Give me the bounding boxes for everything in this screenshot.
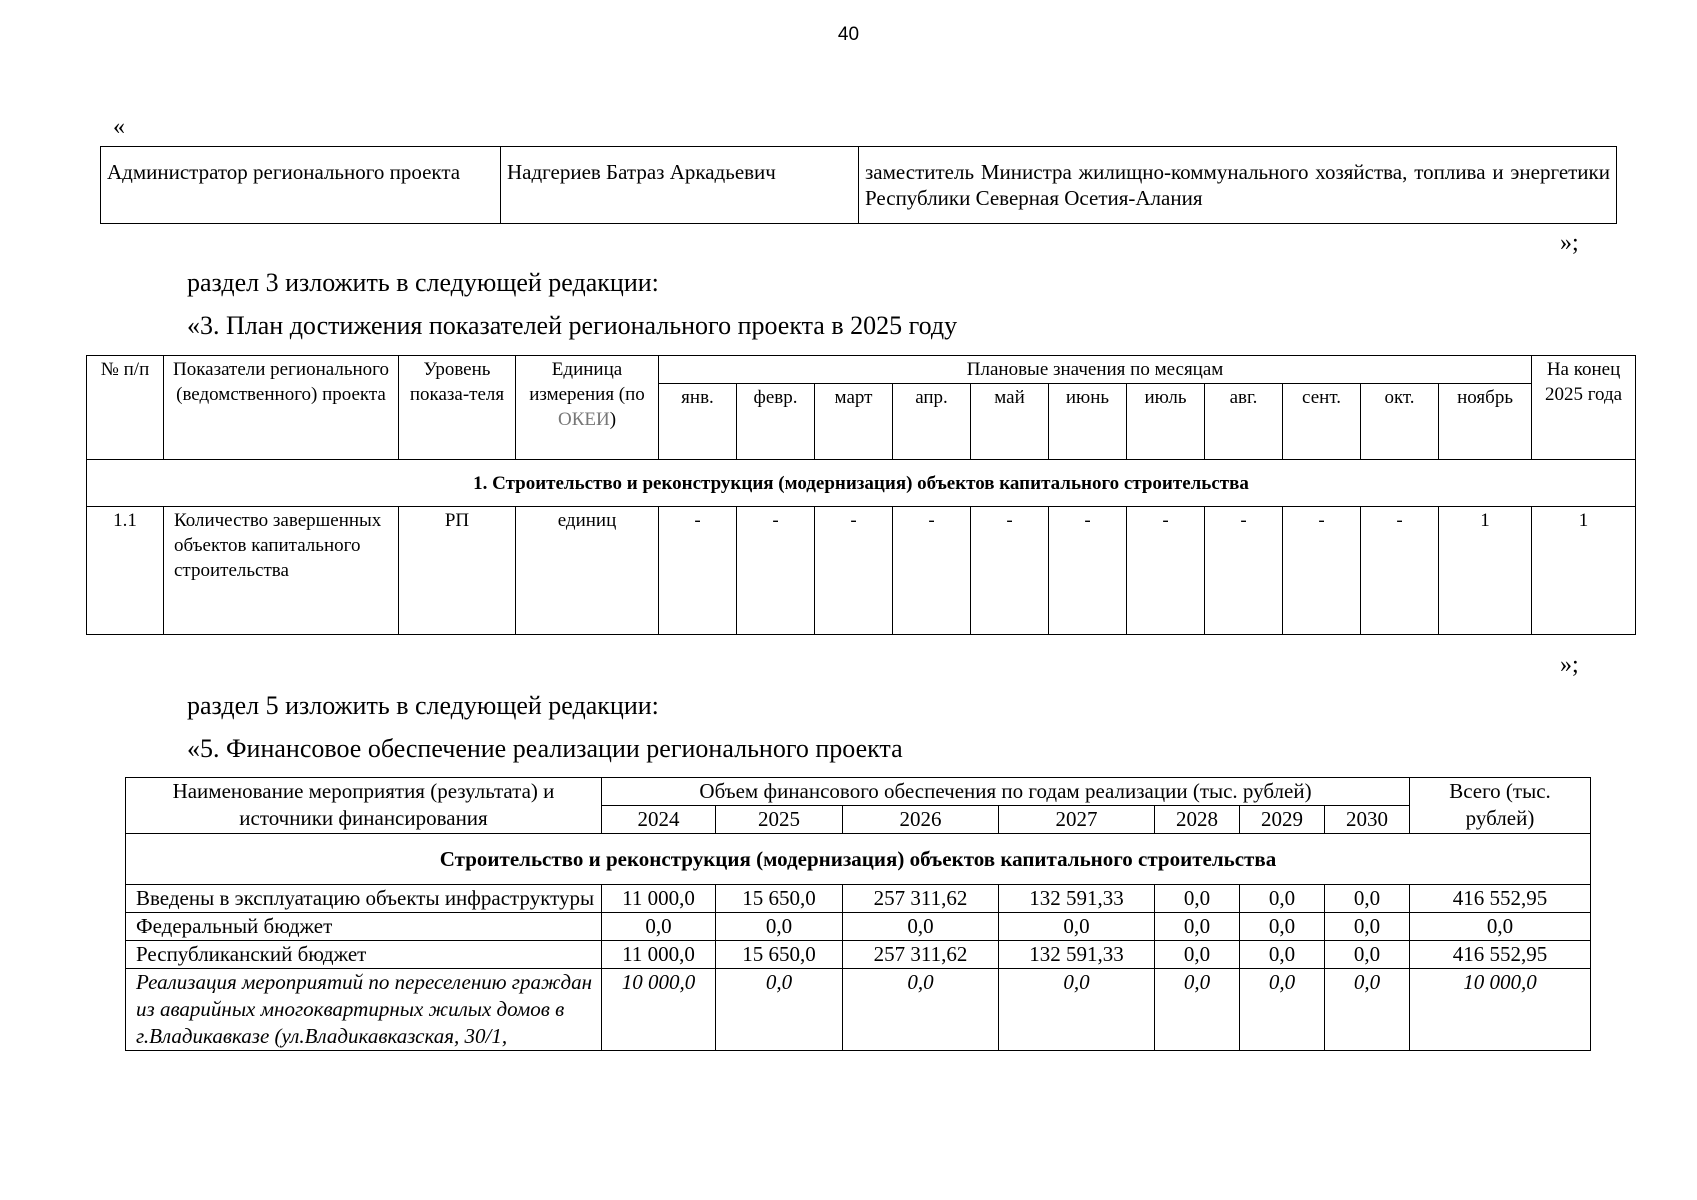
section3-title: «3. План достижения показателей регионального проекта в 2025 году	[187, 311, 958, 340]
row-value: 10 000,0	[602, 969, 716, 1051]
row-value: 0,0	[1325, 913, 1410, 941]
section3-intro: раздел 3 изложить в следующей редакции:	[187, 268, 659, 297]
header-month: июнь	[1049, 384, 1127, 460]
row-value: 0,0	[1325, 885, 1410, 913]
row-value: 0,0	[1240, 885, 1325, 913]
close-quote: »;	[1560, 230, 1579, 256]
header-month: март	[815, 384, 893, 460]
row-value: 257 311,62	[843, 941, 999, 969]
row-value: 0,0	[602, 913, 716, 941]
table-header-row	[126, 778, 1591, 806]
header-total: Всего (тыс. рублей)	[1410, 778, 1591, 834]
row-value: 132 591,33	[999, 885, 1155, 913]
row-value: 0,0	[999, 913, 1155, 941]
header-name: Наименование мероприятия (результата) и источники финансирования	[126, 778, 602, 834]
row-month-value: -	[737, 507, 815, 635]
header-num: № п/п	[87, 356, 164, 460]
header-month: ноябрь	[1439, 384, 1532, 460]
row-value: 257 311,62	[843, 885, 999, 913]
table-row	[87, 507, 1636, 635]
row-value: 0,0	[716, 969, 843, 1051]
row-unit: единиц	[516, 507, 659, 635]
row-level: РП	[399, 507, 516, 635]
row-value: 0,0	[1155, 913, 1240, 941]
row-name: Федеральный бюджет	[126, 913, 602, 941]
header-volume: Объем финансового обеспечения по годам реализации (тыс. рублей)	[602, 778, 1410, 806]
row-value: 0,0	[1155, 885, 1240, 913]
row-value: 0,0	[1240, 969, 1325, 1051]
header-month: окт.	[1361, 384, 1439, 460]
header-indicator: Показатели регионального (ведомственного) проекта	[164, 356, 399, 460]
section5-intro: раздел 5 изложить в следующей редакции:	[187, 691, 659, 720]
row-name: Республиканский бюджет	[126, 941, 602, 969]
header-year: 2030	[1325, 806, 1410, 834]
header-level: Уровень показа-теля	[399, 356, 516, 460]
row-value: 0,0	[843, 969, 999, 1051]
row-end-value: 1	[1532, 507, 1636, 635]
open-quote: «	[113, 114, 125, 140]
header-year: 2025	[716, 806, 843, 834]
close-quote: »;	[1560, 652, 1579, 678]
administrator-table	[100, 146, 1617, 224]
table-group-row	[126, 834, 1591, 885]
row-month-value: -	[1361, 507, 1439, 635]
row-total: 0,0	[1410, 913, 1591, 941]
row-value: 0,0	[999, 969, 1155, 1051]
row-value: 132 591,33	[999, 941, 1155, 969]
header-month: сент.	[1283, 384, 1361, 460]
row-value: 0,0	[1155, 941, 1240, 969]
finance-table	[125, 777, 1591, 1051]
table-row	[101, 147, 1617, 224]
plan-table	[86, 355, 1636, 635]
header-end: На конец 2025 года	[1532, 356, 1636, 460]
row-name: Введены в эксплуатацию объекты инфраструктуры	[126, 885, 602, 913]
row-month-value: -	[1049, 507, 1127, 635]
row-value: 0,0	[1155, 969, 1240, 1051]
header-unit-okei: ОКЕИ	[557, 409, 610, 430]
admin-role-cell: Администратор регионального проекта	[101, 147, 501, 224]
section5-title: «5. Финансовое обеспечение реализации регионального проекта	[187, 734, 903, 763]
header-unit-suffix: )	[609, 409, 617, 430]
row-value: 0,0	[1240, 913, 1325, 941]
row-value: 11 000,0	[602, 941, 716, 969]
table-row	[126, 913, 1591, 941]
header-year: 2028	[1155, 806, 1240, 834]
row-month-value: -	[659, 507, 737, 635]
table-row	[126, 885, 1591, 913]
row-value: 15 650,0	[716, 885, 843, 913]
table-group-row	[87, 460, 1636, 507]
row-value: 0,0	[716, 913, 843, 941]
header-unit	[516, 356, 659, 460]
row-month-value: 1	[1439, 507, 1532, 635]
row-value: 0,0	[1325, 941, 1410, 969]
header-year: 2026	[843, 806, 999, 834]
table-header-row	[87, 356, 1636, 384]
header-year: 2029	[1240, 806, 1325, 834]
row-num: 1.1	[87, 507, 164, 635]
page-number: 40	[837, 24, 860, 45]
row-value: 0,0	[1325, 969, 1410, 1051]
table-row	[126, 969, 1591, 1051]
row-value: 15 650,0	[716, 941, 843, 969]
admin-name-cell: Надгериев Батраз Аркадьевич	[501, 147, 859, 224]
row-value: 11 000,0	[602, 885, 716, 913]
header-month: янв.	[659, 384, 737, 460]
row-value: 0,0	[1240, 941, 1325, 969]
row-total: 416 552,95	[1410, 885, 1591, 913]
row-value: 0,0	[843, 913, 999, 941]
header-month: февр.	[737, 384, 815, 460]
header-month: апр.	[893, 384, 971, 460]
row-total: 10 000,0	[1410, 969, 1591, 1051]
row-month-value: -	[1205, 507, 1283, 635]
plan-group-title: 1. Строительство и реконструкция (модернизация) объектов капитального строительства	[87, 460, 1636, 507]
row-name: Реализация мероприятий по переселению граждан из аварийных многоквартирных жилых домов в г.Владикавказе (ул.Владикавказская, 30/1,	[126, 969, 602, 1051]
header-planned: Плановые значения по месяцам	[659, 356, 1532, 384]
admin-position-cell: заместитель Министра жилищно-коммунального хозяйства, топлива и энергетики Республики Северная Осетия-Алания	[859, 147, 1617, 224]
row-month-value: -	[815, 507, 893, 635]
header-unit-prefix: Единица измерения (по	[529, 359, 645, 405]
header-year: 2027	[999, 806, 1155, 834]
table-row	[126, 941, 1591, 969]
row-indicator: Количество завершенных объектов капитального строительства	[164, 507, 399, 635]
row-month-value: -	[971, 507, 1049, 635]
row-month-value: -	[1283, 507, 1361, 635]
row-month-value: -	[1127, 507, 1205, 635]
row-total: 416 552,95	[1410, 941, 1591, 969]
fin-group-title: Строительство и реконструкция (модернизация) объектов капитального строительства	[126, 834, 1591, 885]
row-month-value: -	[893, 507, 971, 635]
header-year: 2024	[602, 806, 716, 834]
header-month: авг.	[1205, 384, 1283, 460]
header-month: май	[971, 384, 1049, 460]
header-month: июль	[1127, 384, 1205, 460]
